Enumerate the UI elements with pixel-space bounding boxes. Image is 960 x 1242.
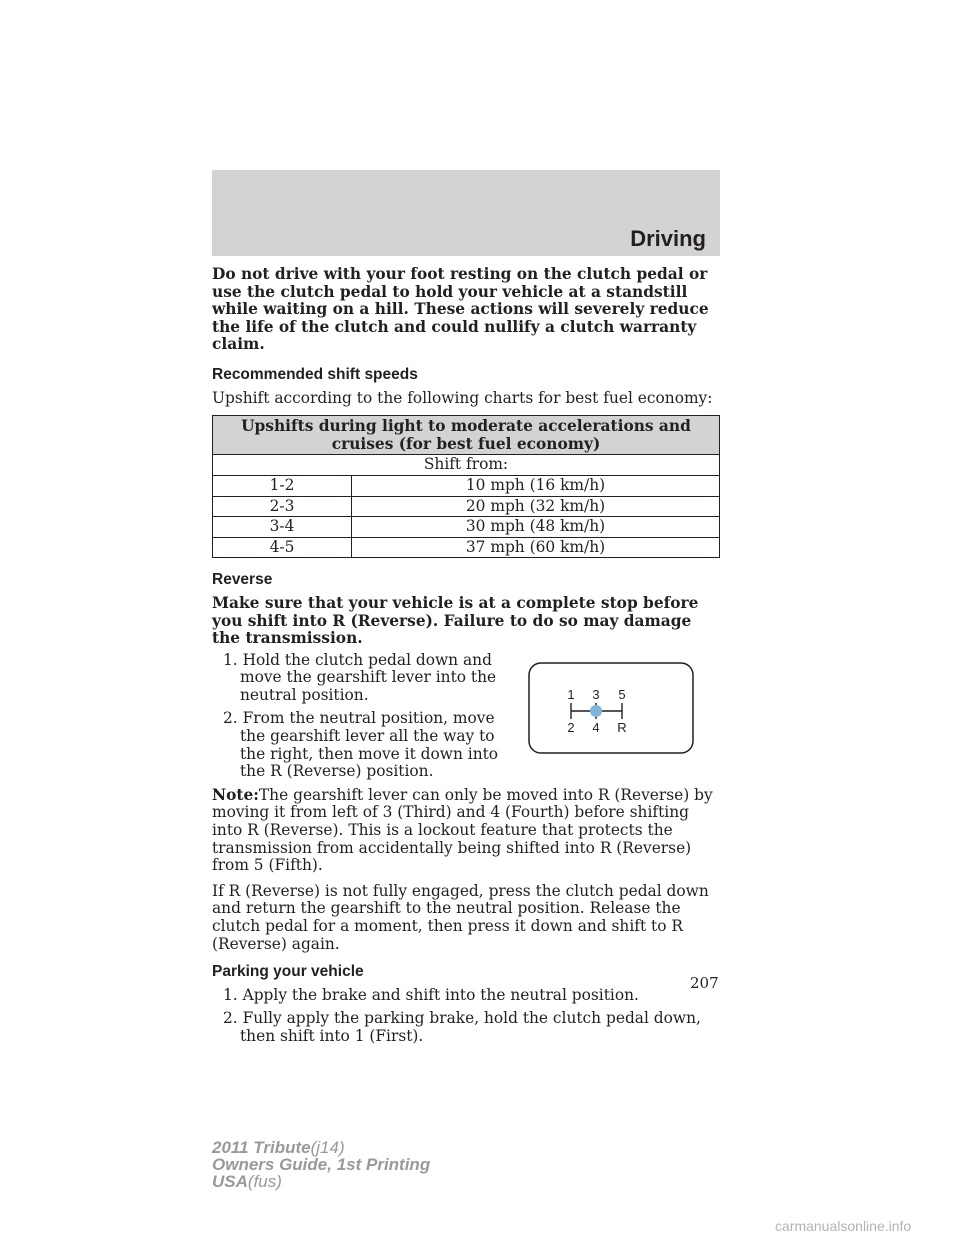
gearshift-pattern-diagram — [528, 662, 694, 754]
print-footer — [212, 1139, 430, 1190]
parking-step-2: 2. Fully apply the parking brake, hold the clutch pedal down, then shift into 1 (First). — [223, 1009, 701, 1045]
reverse-step-2: 2. From the neutral position, move the gearshift lever all the way to the right, then move it down into the R (Reverse) position. — [223, 709, 499, 781]
section-title: Driving — [630, 226, 706, 251]
gear-cell: 2-3 — [213, 496, 352, 517]
table-row — [213, 475, 720, 496]
gear-cell: 3-4 — [213, 517, 352, 538]
footer-market: USA — [212, 1172, 248, 1191]
footer-market-code: (fus) — [247, 1172, 282, 1191]
footer-model-code: (j14) — [310, 1138, 345, 1157]
clutch-warning: Do not drive with your foot resting on the clutch pedal or use the clutch pedal to hold your vehicle at a standstill while waiting on a hill. These actions will severely reduce the life of the clutch and could nullify a clutch warranty claim. — [212, 265, 709, 354]
section-header — [212, 170, 720, 256]
parking-step-1: 1. Apply the brake and shift into the neutral position. — [223, 985, 639, 1004]
gear-label-5: 5 — [618, 686, 626, 702]
speed-cell: 30 mph (48 km/h) — [352, 517, 720, 538]
footer-model: 2011 Tribute — [212, 1138, 311, 1157]
shift-speed-table — [212, 415, 720, 558]
page-number: 207 — [690, 974, 719, 992]
table-row — [213, 517, 720, 538]
table-row — [213, 496, 720, 517]
reverse-warning: Make sure that your vehicle is at a complete stop before you shift into R (Reverse). Failure to do so may damage the transmission. — [212, 593, 699, 648]
gear-label-4: 4 — [592, 719, 600, 735]
gearshift-knob-icon — [590, 705, 602, 717]
gear-cell: 1-2 — [213, 475, 352, 496]
page-content — [212, 266, 720, 1052]
reverse-heading: Reverse — [212, 571, 273, 589]
note-text: The gearshift lever can only be moved into R (Reverse) by moving it from left of 3 (Third) and 4 (Fourth) before shifting into R (Reverse). This is a lockout feature that protects the transmission from accidentally being shifted into R (Reverse) from 5 (Fifth). — [212, 785, 713, 875]
note-label: Note: — [212, 785, 259, 804]
gear-label-2: 2 — [567, 719, 575, 735]
speed-cell: 10 mph (16 km/h) — [352, 475, 720, 496]
reverse-note — [212, 787, 720, 875]
gear-label-1: 1 — [567, 686, 575, 702]
gear-label-3: 3 — [592, 686, 600, 702]
table-title: Upshifts during light to moderate accelerations and cruises (for best fuel economy) — [213, 416, 720, 455]
shift-speeds-intro: Upshift according to the following charts for best fuel economy: — [212, 388, 713, 407]
reverse-engage-paragraph: If R (Reverse) is not fully engaged, press the clutch pedal down and return the gearshift to the neutral position. Release the clutch pedal for a moment, then press it down and shift to R (Reverse) again. — [212, 881, 709, 953]
reverse-steps — [212, 652, 720, 781]
gear-label-r: R — [617, 719, 627, 735]
table-subheader: Shift from: — [213, 455, 720, 476]
table-row — [213, 537, 720, 558]
speed-cell: 37 mph (60 km/h) — [352, 537, 720, 558]
parking-heading: Parking your vehicle — [212, 963, 364, 981]
reverse-step-1: 1. Hold the clutch pedal down and move the gearshift lever into the neutral position. — [223, 650, 497, 704]
footer-printing: Owners Guide, 1st Printing — [212, 1155, 431, 1174]
watermark: carmanualsonline.info — [775, 1218, 912, 1234]
gear-cell: 4-5 — [213, 537, 352, 558]
speed-cell: 20 mph (32 km/h) — [352, 496, 720, 517]
shift-speeds-heading: Recommended shift speeds — [212, 365, 418, 383]
